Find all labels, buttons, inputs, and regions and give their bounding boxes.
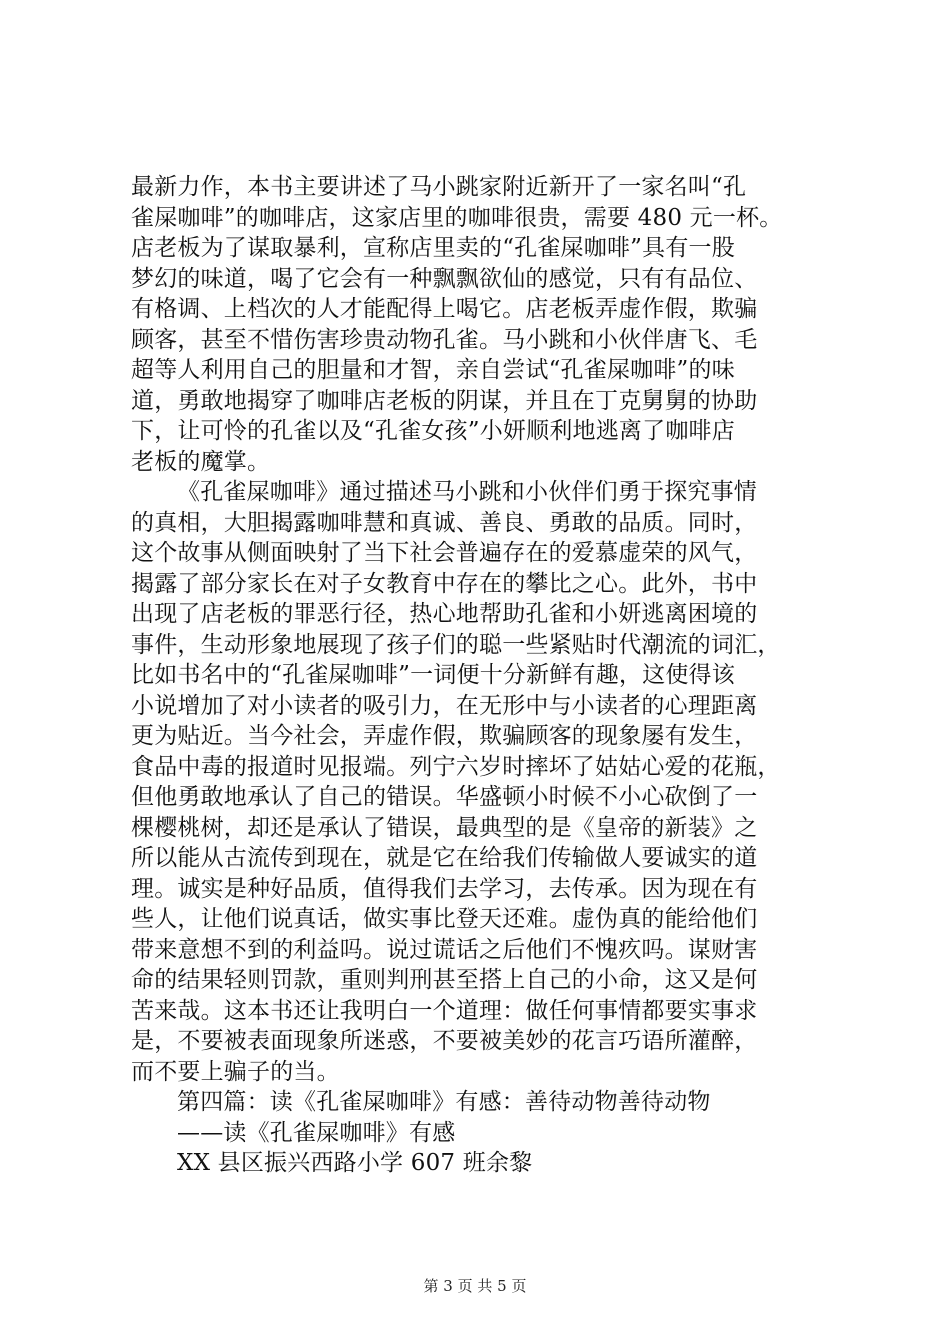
text-line: 的真相，大胆揭露咖啡慧和真诚、善良、勇敢的品质。同时， xyxy=(131,509,758,536)
text-line: XX 县区振兴西路小学 607 班余黎 xyxy=(177,1150,533,1176)
text-line: 雀屎咖啡”的咖啡店，这家店里的咖啡很贵，需要 480 元一杯。 xyxy=(131,204,783,231)
text-line: 是，不要被表面现象所迷惑，不要被美妙的花言巧语所灌醉， xyxy=(131,1028,758,1054)
paragraph xyxy=(131,477,821,1087)
text-line: 带来意想不到的利益吗。说过谎话之后他们不愧疚吗。谋财害 xyxy=(131,936,758,963)
text-line: 理。诚实是种好品质，值得我们去学习，去传承。因为现在有 xyxy=(131,875,758,902)
paragraph xyxy=(131,1148,821,1179)
text-line: 苦来哉。这本书还让我明白一个道理：做任何事情都要实事求 xyxy=(131,997,758,1024)
text-line: 梦幻的味道，喝了它会有一种飘飘欲仙的感觉，只有有品位、 xyxy=(131,265,758,292)
text-line: 揭露了部分家长在对子女教育中存在的攀比之心。此外，书中 xyxy=(131,570,758,597)
text-line: 《孔雀屎咖啡》通过描述马小跳和小伙伴们勇于探究事情 xyxy=(177,479,757,505)
text-line: 更为贴近。当今社会，弄虚作假，欺骗顾客的现象屡有发生， xyxy=(131,723,758,749)
text-line: 出现了店老板的罪恶行径，热心地帮助孔雀和小妍逃离困境的 xyxy=(131,601,758,627)
document-body xyxy=(131,172,821,1179)
text-line: 命的结果轻则罚款，重则判刑甚至搭上自己的小命，这又是何 xyxy=(131,967,758,993)
text-line: 棵樱桃树，却还是承认了错误，最典型的是《皇帝的新装》之 xyxy=(131,814,758,841)
text-line: 而不要上骗子的当。 xyxy=(131,1058,340,1085)
text-line: 顾客，甚至不惜伤害珍贵动物孔雀。马小跳和小伙伴唐飞、毛 xyxy=(131,326,758,353)
text-line: ——读《孔雀屎咖啡》有感 xyxy=(177,1119,456,1146)
paragraph xyxy=(131,172,821,477)
text-line: 事件，生动形象地展现了孩子们的聪一些紧贴时代潮流的词汇， xyxy=(131,631,781,658)
text-line: 超等人利用自己的胆量和才智，亲自尝试“孔雀屎咖啡”的味 xyxy=(131,357,735,383)
text-line: 食品中毒的报道时见报端。列宁六岁时摔坏了姑姑心爱的花瓶， xyxy=(131,753,781,780)
text-line: 所以能从古流传到现在，就是它在给我们传输做人要诚实的道 xyxy=(131,845,758,871)
text-line: 但他勇敢地承认了自己的错误。华盛顿小时候不小心砍倒了一 xyxy=(131,784,758,810)
page-footer: 第 3 页 共 5 页 xyxy=(423,1277,527,1295)
text-line: 最新力作，本书主要讲述了马小跳家附近新开了一家名叫“孔 xyxy=(131,174,747,200)
text-line: 些人，让他们说真话，做实事比登天还难。虚伪真的能给他们 xyxy=(131,906,758,932)
text-line: 下，让可怜的孔雀以及“孔雀女孩”小妍顺利地逃离了咖啡店 xyxy=(131,418,735,444)
text-line: 有格调、上档次的人才能配得上喝它。店老板弄虚作假，欺骗 xyxy=(131,296,758,322)
text-line: 这个故事从侧面映射了当下社会普遍存在的爱慕虚荣的风气， xyxy=(131,540,758,566)
text-line: 小说增加了对小读者的吸引力，在无形中与小读者的心理距离 xyxy=(131,692,758,719)
text-line: 老板的魔掌。 xyxy=(131,448,271,475)
paragraph xyxy=(131,1118,821,1149)
text-line: 店老板为了谋取暴利，宣称店里卖的“孔雀屎咖啡”具有一股 xyxy=(131,235,735,261)
text-line: 比如书名中的“孔雀屎咖啡”一词便十分新鲜有趣，这使得该 xyxy=(131,662,735,688)
text-line: 第四篇：读《孔雀屎咖啡》有感：善待动物善待动物 xyxy=(177,1089,711,1115)
text-line: 道，勇敢地揭穿了咖啡店老板的阴谋，并且在丁克舅舅的协助 xyxy=(131,387,758,414)
paragraph xyxy=(131,1087,821,1118)
